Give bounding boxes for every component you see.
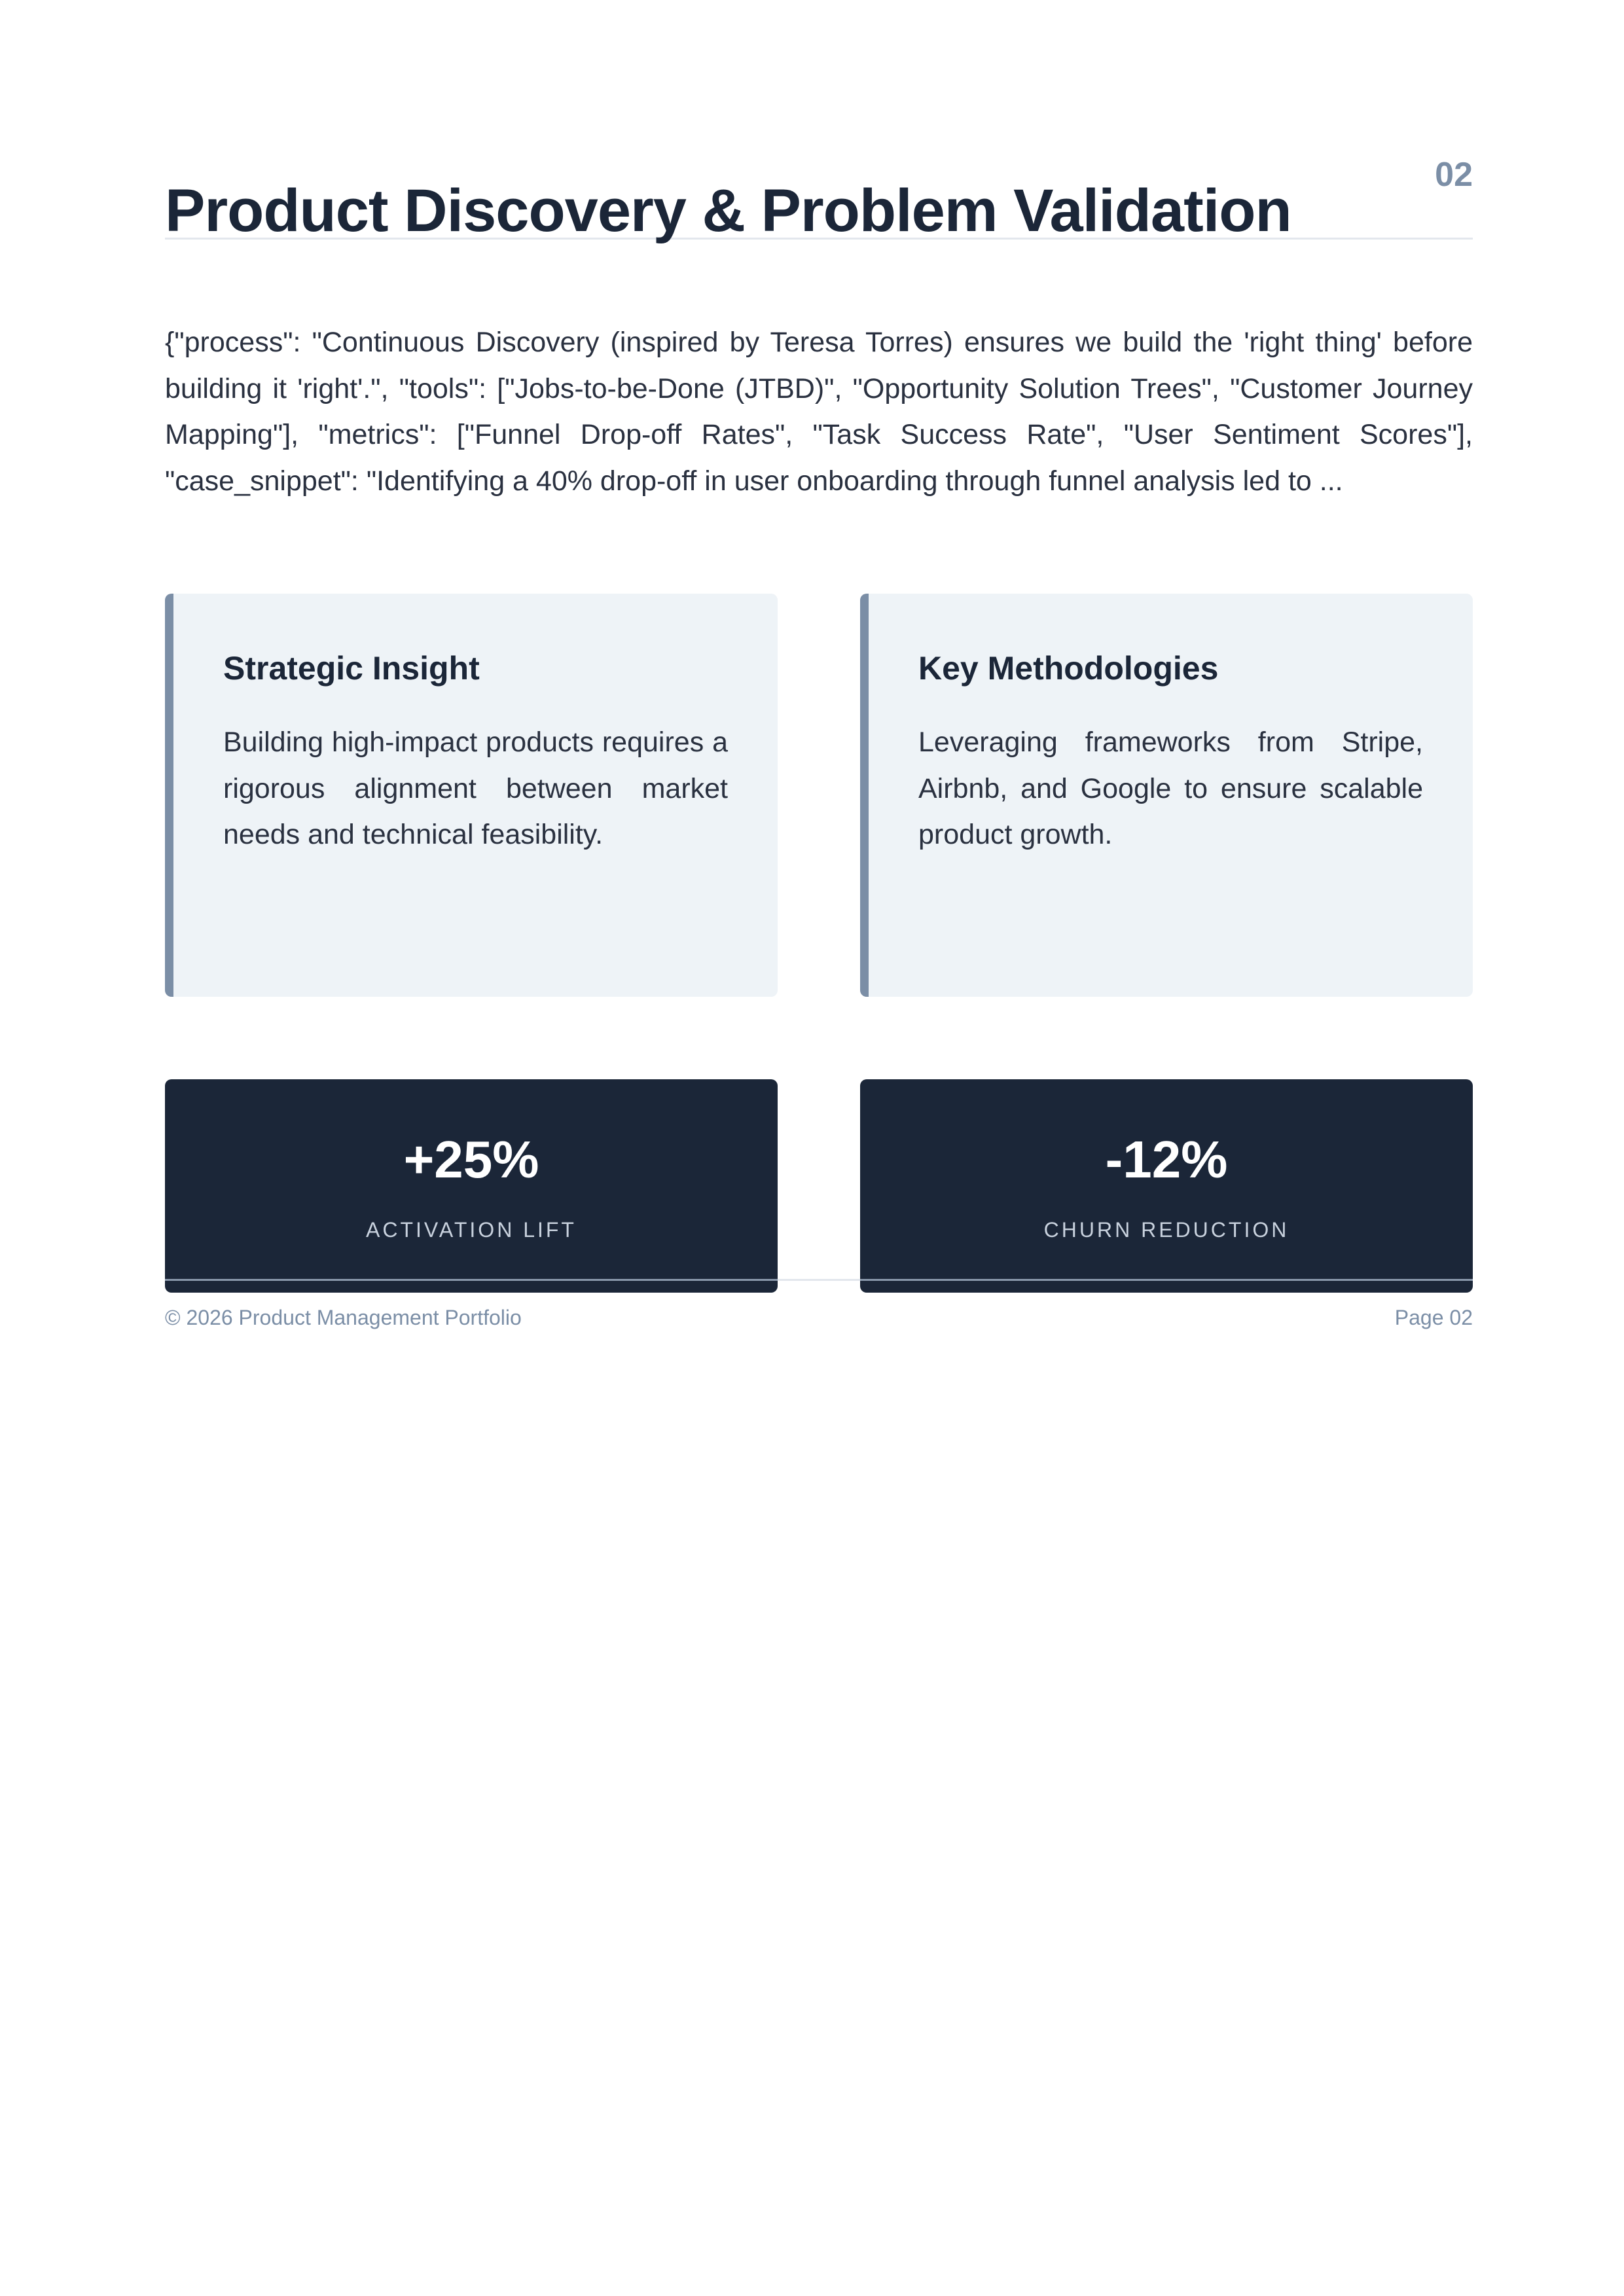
activation-lift-metric bbox=[165, 1079, 778, 1293]
churn-reduction-metric bbox=[860, 1079, 1473, 1293]
metric-value: +25% bbox=[403, 1130, 539, 1189]
card-body: Leveraging frameworks from Stripe, Airbnb, and Google to ensure scalable product growth. bbox=[918, 726, 1423, 850]
footer-divider-overlay bbox=[860, 1279, 1473, 1281]
strategic-insight-card bbox=[165, 594, 778, 997]
footer-page-label: Page 02 bbox=[1394, 1306, 1473, 1329]
card-heading: Strategic Insight bbox=[223, 650, 480, 687]
intro-paragraph: {"process": "Continuous Discovery (inspired by Teresa Torres) ensures we build the 'right thing' before building it 'right'.", "tools": ["Jobs-to-be-Done (JTBD)", "Opportunity Solution Trees", "Customer Journey Mapping"], "metrics": ["Funnel Drop-off Rates", "Task Success Rate", "User Sentiment Scores"], "case_snippet": "Identifying a 40% drop-off in user onboarding through funnel analysis led to ... bbox=[165, 327, 1473, 497]
key-methodologies-card bbox=[860, 594, 1473, 997]
footer-copyright: © 2026 Product Management Portfolio bbox=[165, 1306, 522, 1329]
metric-value: -12% bbox=[1105, 1130, 1228, 1189]
footer-divider-overlay bbox=[165, 1279, 778, 1281]
card-heading: Key Methodologies bbox=[918, 650, 1219, 687]
page-header bbox=[165, 134, 1473, 244]
section-number: 02 bbox=[1435, 156, 1473, 194]
card-body: Building high-impact products requires a rigorous alignment between market needs and technical feasibility. bbox=[223, 726, 728, 850]
metric-label: ACTIVATION LIFT bbox=[366, 1218, 577, 1242]
metric-label: CHURN REDUCTION bbox=[1043, 1218, 1290, 1242]
page-title: Product Discovery & Problem Validation bbox=[165, 177, 1291, 244]
